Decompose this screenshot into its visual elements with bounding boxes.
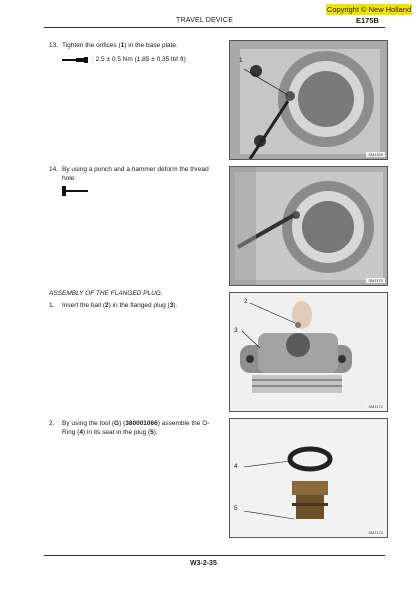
photo-orifice-base-plate: [229, 40, 388, 160]
torque-value: : 2.5 ± 0.5 Nm (1.85 ± 0.35 lbf·ft): [92, 56, 186, 63]
step-number: 1.: [49, 302, 55, 309]
base-plate-image: [230, 41, 387, 159]
step-number: 2.: [49, 420, 55, 427]
page-header-model: E175B: [356, 16, 379, 25]
photo-ref: SM1171: [368, 404, 383, 409]
copyright-badge: Copyright © New Holland: [326, 5, 412, 14]
punch-image: [230, 167, 387, 285]
callout-1: 1: [239, 57, 243, 64]
photo-ref: SM1170: [368, 278, 383, 283]
photo-punch-thread-hole: [229, 166, 388, 286]
footer-rule: [44, 555, 385, 556]
page-number: W3-2-35: [190, 560, 217, 567]
callout-2: 2: [244, 298, 248, 305]
flanged-plug-image: [230, 293, 387, 411]
callout-5: 5: [234, 505, 238, 512]
hammer-icon: [62, 186, 88, 196]
photo-o-ring-plug: [229, 418, 388, 538]
step-text: Insert the ball (2) in the flanged plug (3).: [62, 302, 178, 309]
o-ring-plug-image: [230, 419, 387, 537]
header-rule: [44, 27, 385, 28]
step-number: 14.: [49, 166, 59, 173]
callout-3: 3: [234, 327, 238, 334]
step-text: Tighten the orifices (1) in the base plate.: [62, 42, 178, 49]
callout-4: 4: [234, 463, 238, 470]
section-title: ASSEMBLY OF THE FLANGED PLUG.: [49, 290, 163, 297]
torque-wrench-icon: [62, 57, 88, 63]
photo-ref: SM1169: [368, 152, 383, 157]
page-header-title: TRAVEL DEVICE: [176, 17, 234, 24]
photo-ref: SM1172: [368, 530, 383, 535]
step-text: By using a punch and a hammer deform the thread hole.: [62, 166, 209, 182]
step-number: 13.: [49, 42, 59, 49]
photo-flanged-plug-ball: [229, 292, 388, 412]
step-text: By using the tool (G) (380001066) assemble the O-Ring (4) in its seat in the plug (5).: [62, 420, 210, 436]
torque-spec: [62, 56, 186, 63]
